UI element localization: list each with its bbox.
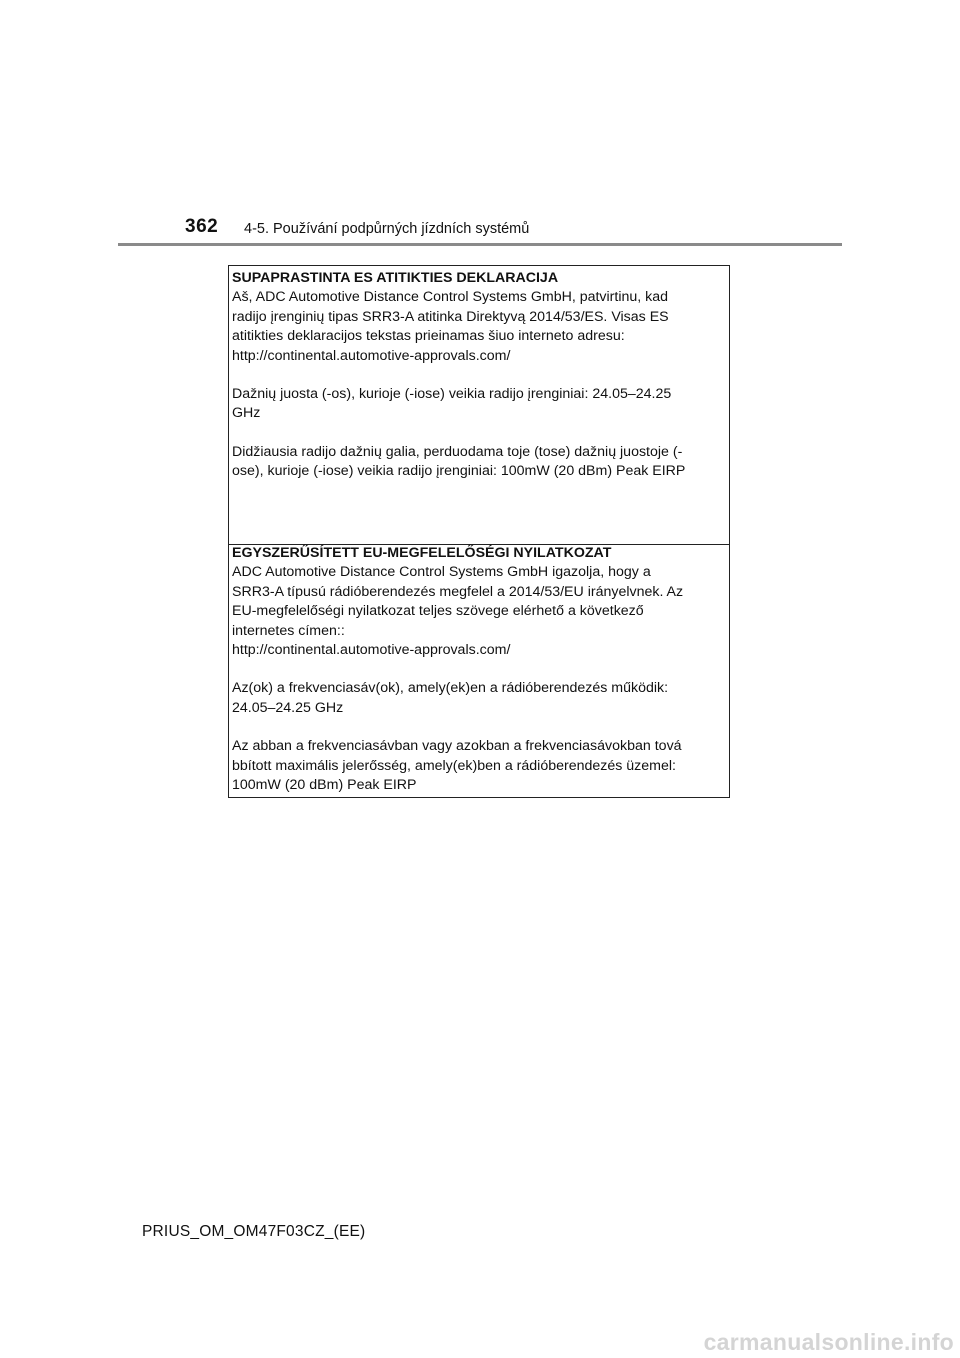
- page-number: 362: [185, 216, 219, 237]
- declaration-line: EU-megfelelőségi nyilatkozat teljes szövege elérhető a következő: [232, 603, 644, 620]
- declaration-line: SRR3-A típusú rádióberendezés megfelel a 2014/53/EU irányelvnek. Az: [232, 583, 684, 600]
- section-title: 4-5. Používání podpůrných jízdních systémů: [244, 221, 530, 237]
- header-rule: [118, 243, 842, 246]
- frequency-band-line: GHz: [232, 405, 261, 422]
- max-power-line: Didžiausia radijo dažnių galia, perduodama toje (tose) dažnių juostoje (-: [232, 443, 683, 460]
- declaration-url: http://continental.automotive-approvals.com/: [232, 347, 511, 364]
- declaration-line: Aš, ADC Automotive Distance Control Systems GmbH, patvirtinu, kad: [232, 289, 669, 306]
- declaration-line: ADC Automotive Distance Control Systems GmbH igazolja, hogy a: [232, 564, 651, 581]
- frequency-band-line: Dažnių juosta (-os), kurioje (-iose) veikia radijo įrenginiai: 24.05–24.25: [232, 386, 672, 403]
- declaration-url: http://continental.automotive-approvals.com/: [232, 642, 511, 659]
- declaration-lithuanian: [229, 266, 729, 545]
- max-power-line: 100mW (20 dBm) Peak EIRP: [232, 777, 417, 794]
- declaration-title: SUPAPRASTINTA ES ATITIKTIES DEKLARACIJA: [232, 270, 559, 286]
- declaration-title: EGYSZERŰSÍTETT EU-MEGFELELŐSÉGI NYILATKOZAT: [232, 545, 612, 561]
- declaration-hungarian: [229, 541, 729, 795]
- frequency-band-line: 24.05–24.25 GHz: [232, 699, 344, 716]
- max-power-line: ose), kurioje (-iose) veikia radijo įrenginiai: 100mW (20 dBm) Peak EIRP: [232, 463, 686, 480]
- document-code: PRIUS_OM_OM47F03CZ_(EE): [142, 1223, 366, 1240]
- declaration-line: radijo įrenginių tipas SRR3-A atitinka Direktyvą 2014/53/ES. Visas ES: [232, 308, 669, 325]
- declaration-box: [228, 265, 730, 798]
- declaration-line: internetes címen::: [232, 622, 345, 639]
- watermark: carmanualsonline.info: [703, 1329, 954, 1355]
- max-power-line: bbított maximális jelerősség, amely(ek)ben a rádióberendezés üzemel:: [232, 757, 676, 774]
- declaration-line: atitikties deklaracijos tekstas prieinamas šiuo interneto adresu:: [232, 328, 625, 345]
- frequency-band-line: Az(ok) a frekvenciasáv(ok), amely(ek)en a rádióberendezés működik:: [232, 680, 669, 697]
- max-power-line: Az abban a frekvenciasávban vagy azokban a frekvenciasávokban tová: [232, 738, 682, 755]
